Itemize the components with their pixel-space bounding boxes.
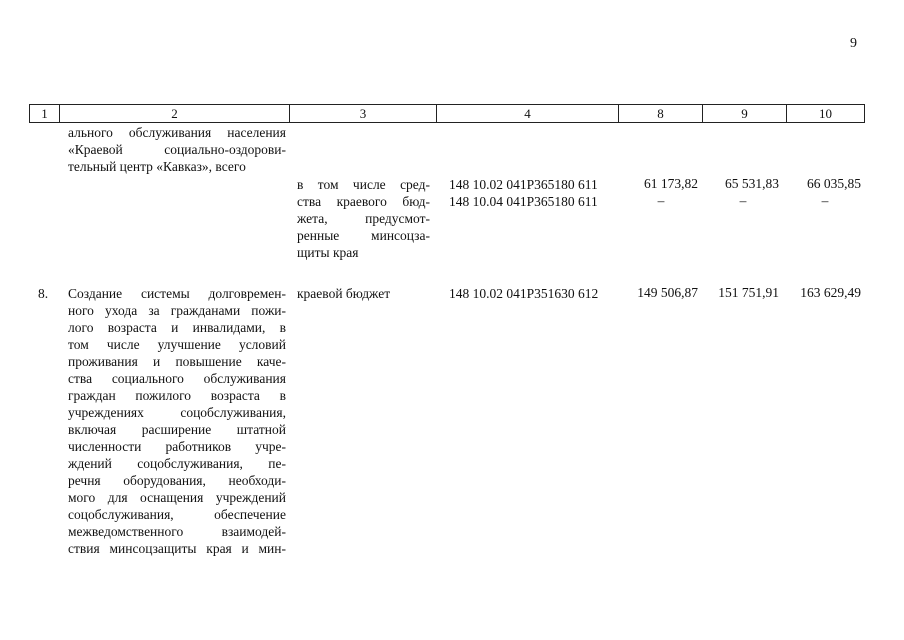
row8-name-line: соцобслуживания, обеспечение [68, 507, 286, 522]
continued-source-line: ства краевого бюд- [297, 194, 430, 209]
continued-code-1: 148 10.02 041P365180 611 [449, 177, 598, 192]
continued-name-line: «Краевой социально-оздорови- [68, 142, 286, 157]
continued-source-line: щиты края [297, 245, 359, 260]
row8-name-line: граждан пожилого возраста в [68, 388, 286, 403]
row8-name-line: ного ухода за гражданами пожи- [68, 303, 286, 318]
row8-name-line: том числе улучшение условий [68, 337, 286, 352]
continued-dash-col9: – [739, 193, 747, 208]
row8-name-line: ждений соцобслуживания, пе- [68, 456, 286, 471]
continued-value-col10: 66 035,85 [807, 176, 861, 191]
row-number: 8. [38, 286, 49, 301]
header-col-3: 3 [290, 105, 437, 122]
row8-name-line: учреждениях соцобслуживания, [68, 405, 286, 420]
row8-name-line: речня оборудования, необходи- [68, 473, 286, 488]
row8-value-col9: 151 751,91 [718, 285, 779, 300]
continued-value-col8: 61 173,82 [644, 176, 698, 191]
continued-source-line: ренные минсоцза- [297, 228, 430, 243]
header-col-2: 2 [60, 105, 290, 122]
row8-name-line: ствия минсоцзащиты края и мин- [68, 541, 286, 556]
header-col-10: 10 [787, 105, 865, 122]
continued-dash-col10: – [821, 193, 829, 208]
continued-name-line: тельный центр «Кавказ», всего [68, 159, 246, 174]
row8-name-line: лого возраста и инвалидами, в [68, 320, 286, 335]
row8-name-line: Создание системы долговремен- [68, 286, 286, 301]
continued-value-col9: 65 531,83 [725, 176, 779, 191]
continued-code-2: 148 10.04 041P365180 611 [449, 194, 598, 209]
row8-name-line: мого для оснащения учреждений [68, 490, 286, 505]
row8-name-line: ства социального обслуживания [68, 371, 286, 386]
row8-name-line: проживания и повышение каче- [68, 354, 286, 369]
header-col-4: 4 [437, 105, 619, 122]
continued-name-line: ального обслуживания населения [68, 125, 286, 140]
table-header-row [29, 104, 865, 123]
continued-source-line: жета, предусмот- [297, 211, 430, 226]
row8-code: 148 10.02 041P351630 612 [449, 286, 599, 301]
row8-value-col10: 163 629,49 [800, 285, 861, 300]
row8-name-line: межведомственного взаимодей- [68, 524, 286, 539]
row8-source: краевой бюджет [297, 286, 391, 301]
continued-source-line: в том числе сред- [297, 177, 430, 192]
continued-dash-col8: – [657, 193, 665, 208]
row8-value-col8: 149 506,87 [637, 285, 698, 300]
header-col-8: 8 [619, 105, 703, 122]
page-number: 9 [850, 36, 857, 51]
row8-name-line: включая расширение штатной [68, 422, 286, 437]
header-col-1: 1 [30, 105, 60, 122]
row8-name-line: численности работников учре- [68, 439, 286, 454]
header-col-9: 9 [703, 105, 787, 122]
